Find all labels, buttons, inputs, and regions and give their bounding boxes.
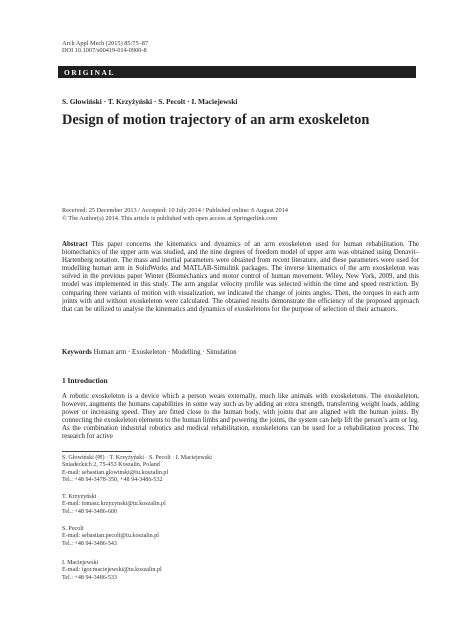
introduction-text: A robotic exoskeleton is a device which a person wears externally, much like animals with exoskeletons. The exoskeleton, however, augments the humans capabilities in some way such as by adding an extra strength, transferring weight loads, adding power or increasing speed. They are fitted close to the human body, with joints that are aligned with the human joints. By connecting the exoskeleton elements to the human limbs and powering the joints, the system can help lift the person’s arm or leg. As the combination industrial robotics and medical rehabilitation, exoskeletons can be used for a rehabilitation process. The research for active [62,393,419,441]
affiliation-line: T. Krzyżyński [62,494,97,500]
affiliation-email[interactable]: E-mail: sebastian.glowinski@tu.koszalin.pl [62,469,169,476]
abstract-label: Abstract [62,241,88,248]
section-label-bar [58,66,416,78]
keywords [62,349,419,357]
journal-doi: DOI 10.1007/s00419-014-0900-8 [62,47,147,54]
abstract-text: This paper concerns the kinematics and dynamics of an arm exoskeleton used for human rehabilitation. The biomechanics of the upper arm was studied, and the nine degrees of freedom model of upper arm was obtained using Denavit–Hartenberg notation. The mass and inertial parameters were obtained from recent literature, and these parameters were used for modelling human arm in SolidWorks and MATLAB-Simulink packages. The inverse kinematics of the arm exoskeleton was solved in the previous paper Winter (Biomechanics and motor control of human movement. Wiley, New York, 2009, and this model was implemented in this study. The arm angular velocity profile was selected within the time and speed restriction. By comparing three variants of motion with visualization, we indicated the change of joints angles. Then, the torques in each arm joints with and without exoskeleton were calculated. The obtained results demonstrate the efficiency of the proposed approach that can be utilized to analyse the kinematics and dynamics of exoskeletons for the purpose of selection of their actuators. [62,241,419,313]
affiliation-phone: Tel.: +48 94-3486-600 [62,508,117,515]
affiliation-email[interactable]: E-mail: sebastian.pecolt@tu.koszalin.pl [62,533,159,540]
affiliation-block [62,494,422,516]
affiliation-email[interactable]: E-mail: igor.maciejewski@tu.koszalin.pl [62,567,162,574]
keywords-label: Keywords [62,349,92,356]
affiliation-line: Śniadeckich 2, 75-453 Koszalin, Poland [62,462,160,469]
abstract [62,241,419,314]
affiliation-phone: Tel.: +48 94-3478-350, +48 94-3486-532 [62,477,163,484]
affiliation-phone: Tel.: +48 94-3486-543 [62,540,117,547]
affiliation-email[interactable]: E-mail: tomasz.krzyzynski@tu.koszalin.pl [62,501,166,508]
keywords-text: Human arm · Exoskeleton · Modelling · Simulation [93,349,237,356]
footnote-divider [62,451,132,452]
open-access-note: © The Author(s) 2014. This article is published with open access at Springerlink.com [62,214,278,222]
section-label: ORIGINAL [64,67,115,77]
affiliation-phone: Tel.: +48 94-3486-533 [62,574,117,581]
affiliation-block [62,526,422,548]
affiliation-block [62,455,422,485]
publication-dates: Received: 25 December 2013 / Accepted: 10 July 2014 / Published online: 6 August 2014 [62,207,288,214]
article-title: Design of motion trajectory of an arm exoskeleton [62,112,370,128]
publication-history [62,207,422,222]
journal-citation: Arch Appl Mech (2015) 85:75–87 [62,40,149,47]
affiliation-line: S. Głowiński (✉) · T. Krzyżyński · S. Pecolt · I. Maciejewski [62,455,212,461]
section-heading-introduction: 1 Introduction [62,376,108,385]
affiliation-line: I. Maciejewski [62,560,99,566]
author-list: S. Głowiński · T. Krzyżyński · S. Pecolt · I. Maciejewski [62,97,238,106]
affiliation-block [62,560,422,582]
affiliation-line: S. Pecolt [62,526,84,532]
